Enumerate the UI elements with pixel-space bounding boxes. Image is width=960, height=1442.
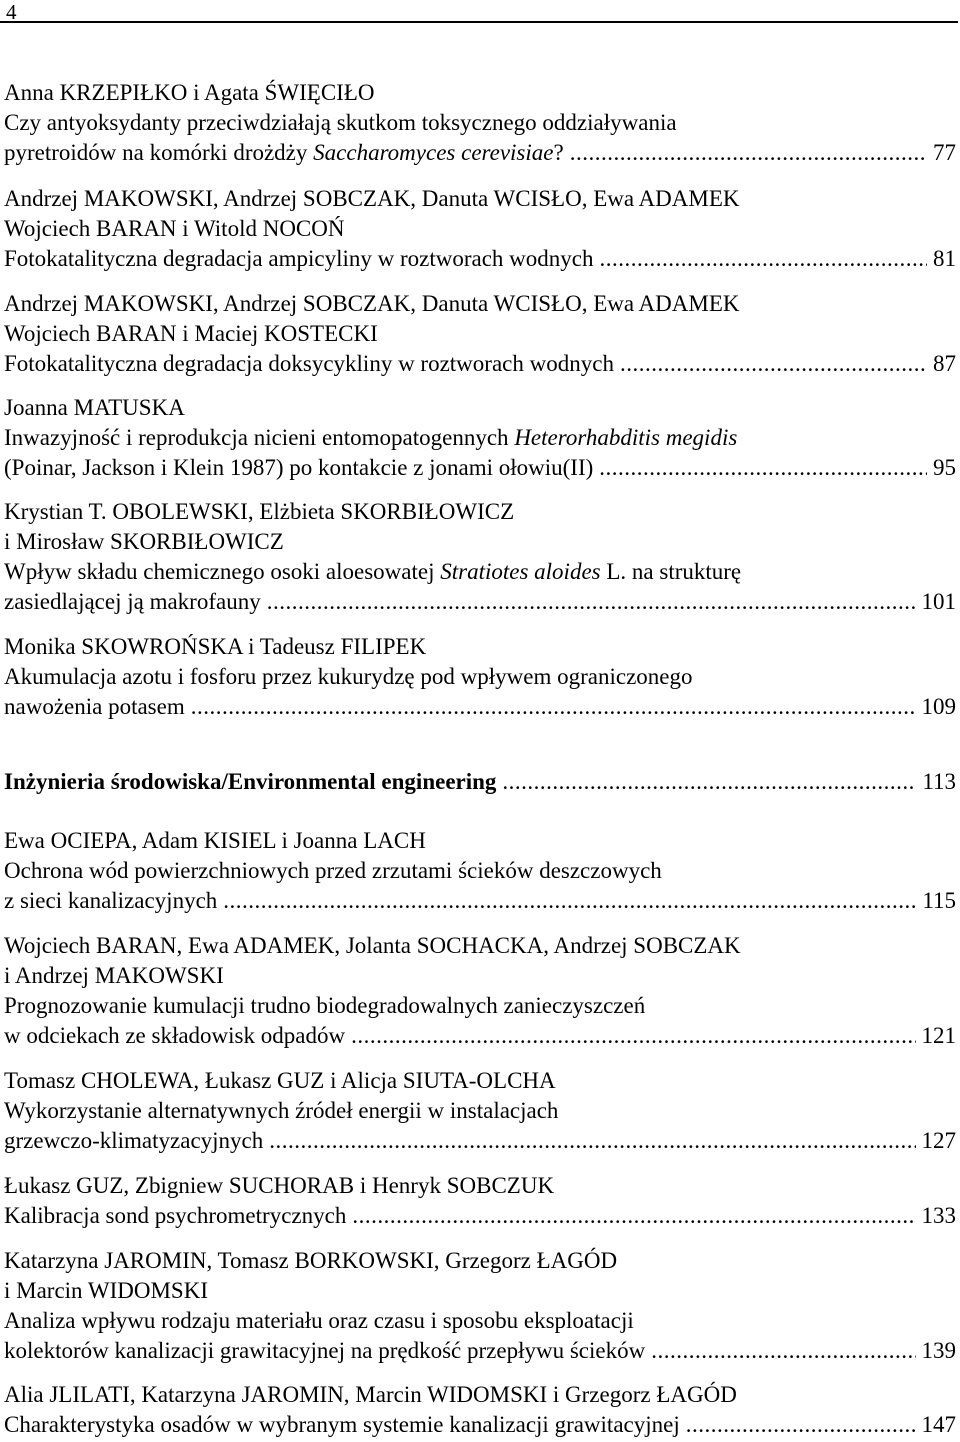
entry-page-number[interactable]: 139 (921, 1338, 956, 1363)
entry-title-last-line (4, 767, 956, 797)
title-text: Wpływ składu chemicznego osoki aloesowatej (4, 559, 441, 584)
entry-page-number[interactable]: 127 (921, 1128, 956, 1153)
entry-title-text (4, 1126, 263, 1156)
title-text: pyretroidów na komórki drożdży (4, 140, 314, 165)
entry-title-line (4, 1096, 956, 1126)
title-text: Analiza wpływu rodzaju materiału oraz czasu i sposobu eksploatacji (4, 1308, 634, 1333)
entry-title-text (4, 349, 614, 379)
entry-page-number[interactable]: 81 (933, 246, 956, 271)
entry-title-text (4, 587, 261, 617)
toc-entry[interactable] (4, 1171, 956, 1231)
dot-leader (351, 1021, 915, 1051)
entry-title-line (4, 662, 956, 692)
toc-section-heading[interactable] (4, 767, 956, 797)
toc-entry[interactable] (4, 632, 956, 722)
toc-entry[interactable] (4, 1066, 956, 1156)
entry-title-line (4, 991, 956, 1021)
toc-entry[interactable] (4, 931, 956, 1051)
entry-title-last-line (4, 1201, 956, 1231)
entry-page-number[interactable]: 87 (933, 351, 956, 376)
entry-title-last-line (4, 138, 956, 168)
entry-title-last-line (4, 244, 956, 274)
entry-page-number[interactable]: 147 (921, 1412, 956, 1437)
entry-page-number[interactable]: 133 (921, 1203, 956, 1228)
entry-authors: Joanna MATUSKA (4, 395, 185, 420)
entry-authors: Wojciech BARAN, Ewa ADAMEK, Jolanta SOCHACKA, Andrzej SOBCZAK (4, 933, 741, 958)
entry-page-number[interactable]: 115 (922, 888, 956, 913)
title-text: z sieci kanalizacyjnych (4, 888, 218, 913)
header-rule (0, 21, 958, 23)
title-text: (Poinar, Jackson i Klein 1987) po kontakcie z jonami ołowiu(II) (4, 455, 594, 480)
entry-title-last-line (4, 349, 956, 379)
title-text: ? (553, 140, 564, 165)
entry-authors: Łukasz GUZ, Zbigniew SUCHORAB i Henryk SOBCZUK (4, 1173, 555, 1198)
entry-title-text (4, 1336, 645, 1366)
title-italic-text: Heterorhabditis megidis (514, 425, 738, 450)
entry-title-last-line (4, 453, 956, 483)
entry-title-text (4, 244, 593, 274)
entry-authors: Wojciech BARAN i Witold NOCOŃ (4, 216, 345, 241)
title-text: L. na strukturę (600, 559, 742, 584)
entry-page-number[interactable]: 101 (921, 589, 956, 614)
entry-title-line (4, 423, 956, 453)
entry-page-number[interactable]: 95 (933, 455, 956, 480)
entry-page-number[interactable]: 121 (921, 1023, 956, 1048)
entry-title-line (4, 557, 956, 587)
dot-leader (267, 587, 916, 617)
title-text: grzewczo-klimatyzacyjnych (4, 1128, 264, 1153)
entry-page-number[interactable]: 77 (933, 140, 956, 165)
entry-page-number[interactable]: 113 (922, 769, 956, 794)
dot-leader (191, 692, 916, 722)
dot-leader (686, 1410, 916, 1440)
entry-title-text (4, 767, 496, 797)
title-text: Prognozowanie kumulacji trudno biodegradowalnych zanieczyszczeń (4, 993, 646, 1018)
title-text: w odciekach ze składowisk odpadów (4, 1023, 346, 1048)
entry-title-line (4, 108, 956, 138)
toc-entry[interactable] (4, 184, 956, 274)
entry-authors: i Andrzej MAKOWSKI (4, 963, 224, 988)
section-heading-text: Inżynieria środowiska/Environmental engineering (4, 769, 497, 794)
title-text: Akumulacja azotu i fosforu przez kukurydzę pod wpływem ograniczonego (4, 664, 693, 689)
title-text: Wykorzystanie alternatywnych źródeł energii w instalacjach (4, 1098, 559, 1123)
dot-leader (599, 244, 927, 274)
dot-leader (223, 886, 916, 916)
entry-page-number[interactable]: 109 (921, 694, 956, 719)
entry-authors: Alia JLILATI, Katarzyna JAROMIN, Marcin WIDOMSKI i Grzegorz ŁAGÓD (4, 1382, 737, 1407)
entry-title-last-line (4, 1410, 956, 1440)
entry-title-text (4, 886, 217, 916)
entry-title-line (4, 1306, 956, 1336)
entry-title-text (4, 692, 185, 722)
dot-leader (599, 453, 927, 483)
title-text: Charakterystyka osadów w wybranym systemie kanalizacji grawitacyjnej (4, 1412, 680, 1437)
dot-leader (620, 349, 927, 379)
entry-authors: Tomasz CHOLEWA, Łukasz GUZ i Alicja SIUTA-OLCHA (4, 1068, 556, 1093)
entry-authors: Anna KRZEPIŁKO i Agata ŚWIĘCIŁO (4, 80, 375, 105)
toc-entry[interactable] (4, 393, 956, 483)
entry-authors: Andrzej MAKOWSKI, Andrzej SOBCZAK, Danuta WCISŁO, Ewa ADAMEK (4, 186, 740, 211)
title-text: Kalibracja sond psychrometrycznych (4, 1203, 347, 1228)
toc-entry[interactable] (4, 497, 956, 617)
toc-entry[interactable] (4, 289, 956, 379)
entry-title-text (4, 1021, 345, 1051)
title-text: nawożenia potasem (4, 694, 185, 719)
title-text: zasiedlającej ją makrofauny (4, 589, 261, 614)
entry-authors: Ewa OCIEPA, Adam KISIEL i Joanna LACH (4, 828, 426, 853)
dot-leader (269, 1126, 915, 1156)
toc-entry[interactable] (4, 1380, 956, 1440)
title-text: Fotokatalityczna degradacja ampicyliny w roztworach wodnych (4, 246, 594, 271)
title-text: Inwazyjność i reprodukcja nicieni entomopatogennych (4, 425, 515, 450)
entry-title-last-line (4, 587, 956, 617)
title-text: Fotokatalityczna degradacja doksycykliny w roztworach wodnych (4, 351, 614, 376)
dot-leader (352, 1201, 915, 1231)
title-italic-text: Stratiotes aloides (440, 559, 601, 584)
entry-title-text (4, 453, 593, 483)
toc-entry[interactable] (4, 1246, 956, 1366)
dot-leader (502, 767, 916, 797)
entry-title-last-line (4, 1021, 956, 1051)
entry-title-text (4, 1410, 680, 1440)
title-text: Ochrona wód powierzchniowych przed zrzutami ścieków deszczowych (4, 858, 662, 883)
page-number: 4 (6, 0, 17, 24)
toc-entry[interactable] (4, 826, 956, 916)
entry-title-last-line (4, 692, 956, 722)
entry-title-text (4, 138, 564, 168)
entry-authors: Katarzyna JAROMIN, Tomasz BORKOWSKI, Grzegorz ŁAGÓD (4, 1248, 618, 1273)
toc-entry[interactable] (4, 78, 956, 168)
dot-leader (570, 138, 927, 168)
entry-authors: Wojciech BARAN i Maciej KOSTECKI (4, 321, 378, 346)
entry-authors: Andrzej MAKOWSKI, Andrzej SOBCZAK, Danuta WCISŁO, Ewa ADAMEK (4, 291, 740, 316)
entry-authors: i Mirosław SKORBIŁOWICZ (4, 529, 284, 554)
title-text: kolektorów kanalizacji grawitacyjnej na prędkość przepływu ścieków (4, 1338, 646, 1363)
entry-authors: i Marcin WIDOMSKI (4, 1278, 208, 1303)
entry-title-last-line (4, 1126, 956, 1156)
title-italic-text: Saccharomyces cerevisiae (313, 140, 554, 165)
entry-title-text (4, 1201, 346, 1231)
entry-title-last-line (4, 1336, 956, 1366)
title-text: Czy antyoksydanty przeciwdziałają skutkom toksycznego oddziaływania (4, 110, 677, 135)
dot-leader (651, 1336, 915, 1366)
entry-authors: Monika SKOWROŃSKA i Tadeusz FILIPEK (4, 634, 427, 659)
entry-authors: Krystian T. OBOLEWSKI, Elżbieta SKORBIŁOWICZ (4, 499, 515, 524)
entry-title-last-line (4, 886, 956, 916)
entry-title-line (4, 856, 956, 886)
